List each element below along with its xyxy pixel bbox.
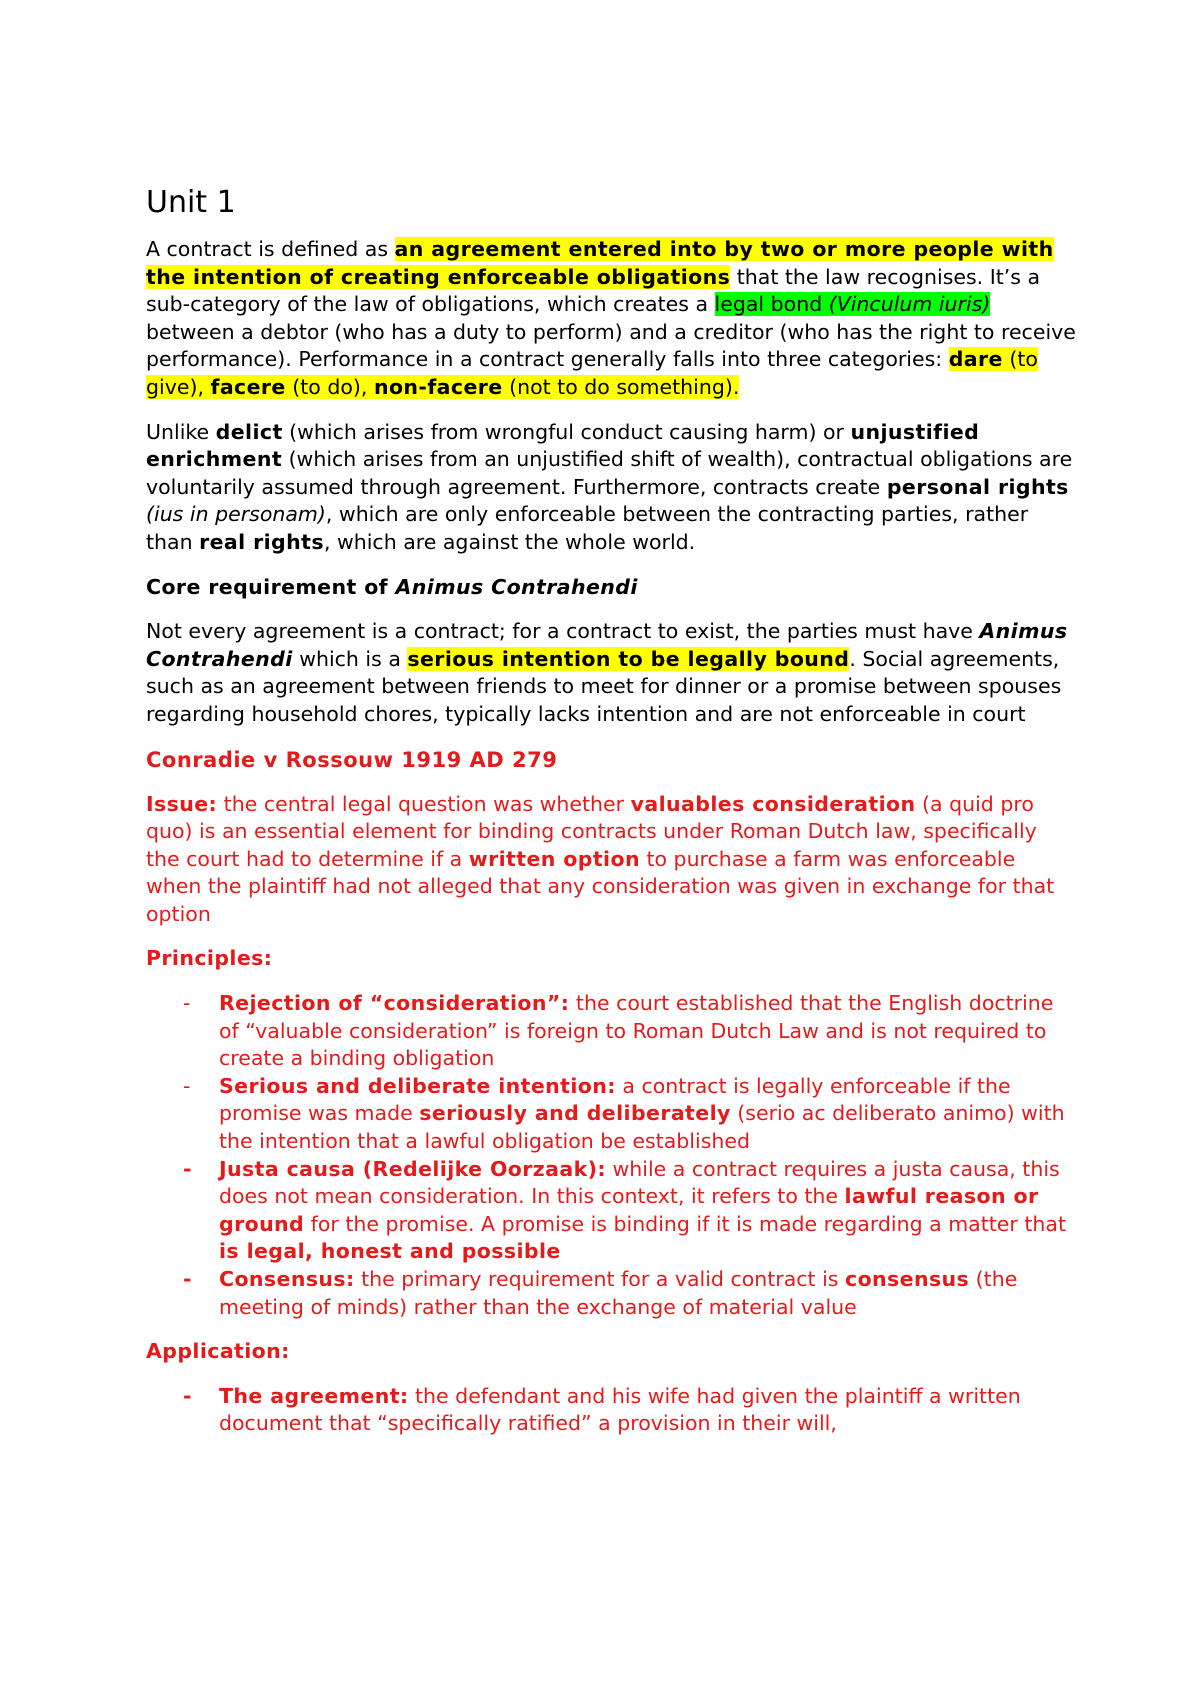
performance-categories-highlight: dare (to give), facere (to do), non-facere (not to do something).: [146, 347, 1038, 399]
definition-highlight: an agreement entered into by two or more people with the intention of creating enforceable obligations: [146, 237, 1054, 289]
legal-bond-highlight: legal bond (Vinculum iuris): [714, 292, 991, 317]
contract-definition-paragraph: A contract is defined as an agreement entered into by two or more people with the intention of creating enforceable obligations that the law recognises. It’s a sub-category of the law of obligations, which creates a legal bond (Vinculum iuris) between a debtor (who has a duty to perform) and a creditor (who has the right to receive performance). Performance in a contract generally falls into three categories: dare (to give), facere (to do), non-facere (not to do something).: [146, 237, 1076, 399]
application-list: [146, 1383, 1076, 1438]
animus-paragraph: Not every agreement is a contract; for a contract to exist, the parties must have Animus Contrahendi which is a serious intention to be legally bound. Social agreements, such as an agreement between friends to meet for dinner or a promise between spouses regarding household chores, typically lacks intention and are not enforceable in court: [146, 619, 1068, 726]
section-heading-animus: Core requirement of Animus Contrahendi: [146, 574, 638, 599]
list-item: - Rejection of “consideration”: the court established that the English doctrine of “valuable consideration” is foreign to Roman Dutch Law and is not required to create a binding obligation: [183, 991, 1054, 1071]
obligations-comparison-paragraph: Unlike delict (which arises from wrongful conduct causing harm) or unjustified enrichment (which arises from an unjustified shift of wealth), contractual obligations are voluntarily assumed through agreement. Furthermore, contracts create personal rights (ius in personam), which are only enforceable between the contracting parties, rather than real rights, which are against the whole world.: [146, 419, 1073, 554]
case-title: Conradie v Rossouw 1919 AD 279: [146, 747, 558, 772]
case-issue-paragraph: Issue: the central legal question was whether valuables consideration (a quid pro quo) is an essential element for binding contracts under Roman Dutch law, specifically the court had to determine if a written option to purchase a farm was enforceable when the plaintiff had not alleged that any consideration was given in exchange for that option: [146, 791, 1055, 926]
list-item: - Serious and deliberate intention: a contract is legally enforceable if the promise was made seriously and deliberately (serio ac deliberato animo) with the intention that a lawful obligation be established: [183, 1073, 1065, 1154]
document-page: [146, 183, 1076, 1438]
principles-list: [146, 990, 1076, 1321]
principles-heading: Principles:: [146, 946, 273, 971]
list-item: - Justa causa (Redelijke Oorzaak): while a contract requires a justa causa, this does not mean consideration. In this context, it refers to the lawful reason or ground for the promise. A promise is binding if it is made regarding a matter that is legal, honest and possible: [183, 1156, 1066, 1264]
application-heading: Application:: [146, 1339, 290, 1364]
list-item: - Consensus: the primary requirement for a valid contract is consensus (the meeting of minds) rather than the exchange of material value: [183, 1267, 1018, 1319]
serious-intention-highlight: serious intention to be legally bound: [407, 646, 850, 671]
list-item: - The agreement: the defendant and his wife had given the plaintiff a written document that “specifically ratified” a provision in their will,: [183, 1383, 1021, 1436]
document-title: Unit 1: [146, 185, 236, 220]
